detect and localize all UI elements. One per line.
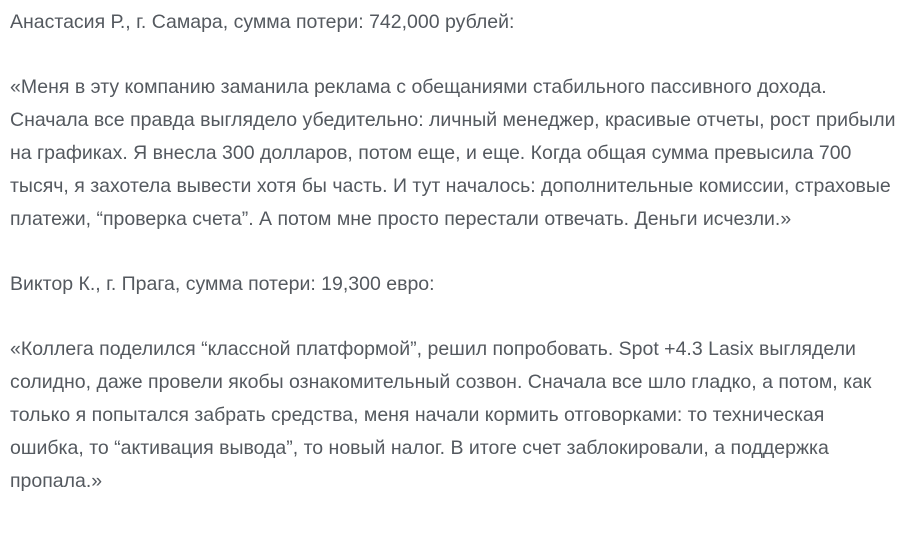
testimonial-attribution: Анастасия Р., г. Самара, сумма потери: 742,000 рублей: bbox=[10, 11, 515, 33]
testimonial-block bbox=[10, 6, 903, 236]
testimonial-quote: «Коллега поделился “классной платформой”, решил попробовать. Spot +4.3 Lasix выглядели солидно, даже провели якобы ознакомительный созвон. Сначала все шло гладко, а потом, как только я попытался забрать средства, меня начали кормить отговорками: то техническая ошибка, то “активация вывода”, то новый налог. В итоге счет заблокировали, а поддержка пропала.» bbox=[10, 338, 872, 492]
testimonial-attribution: Виктор К., г. Прага, сумма потери: 19,300 евро: bbox=[10, 273, 435, 295]
testimonial-block bbox=[10, 268, 903, 498]
testimonial-quote: «Меня в эту компанию заманила реклама с обещаниями стабильного пассивного дохода. Сначала все правда выглядело убедительно: личный менеджер, красивые отчеты, рост прибыли на графиках. Я внесла 300 долларов, потом еще, и еще. Когда общая сумма превысила 700 тысяч, я захотела вывести хотя бы часть. И тут началось: дополнительные комиссии, страховые платежи, “проверка счета”. А потом мне просто перестали отвечать. Деньги исчезли.» bbox=[10, 76, 896, 230]
